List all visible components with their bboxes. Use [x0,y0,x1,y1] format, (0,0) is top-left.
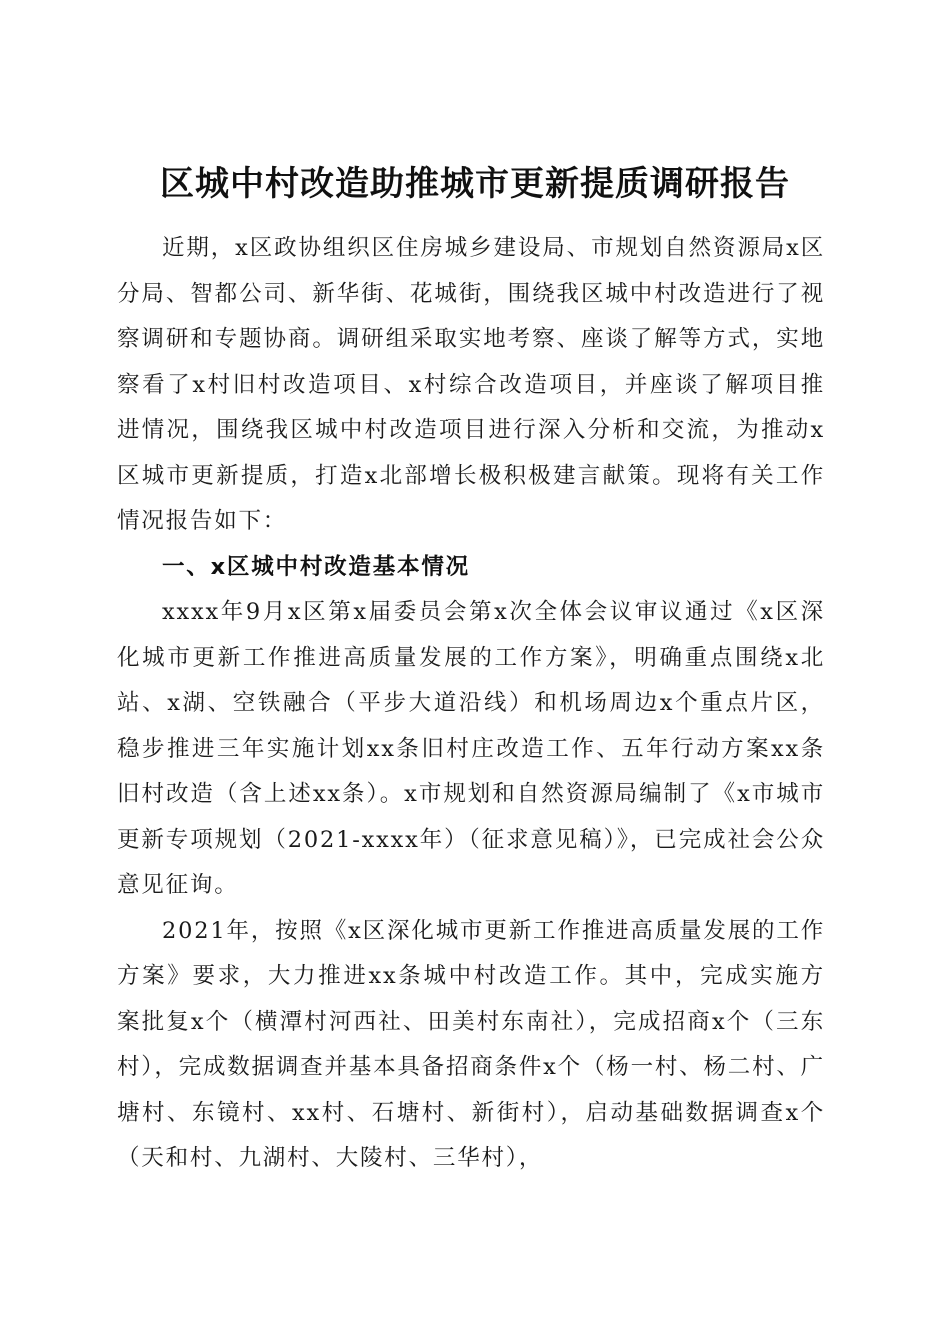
document-body [117,226,825,1182]
document-title: 区城中村改造助推城市更新提质调研报告 [160,163,790,204]
paragraph-intro: 近期，x区政协组织区住房城乡建设局、市规划自然资源局x区分局、智都公司、新华街、花城街，围绕我区城中村改造进行了视察调研和专题协商。调研组采取实地考察、座谈了解等方式，实地察看了x村旧村改造项目、x村综合改造项目，并座谈了解项目推进情况，围绕我区城中村改造项目进行深入分析和交流，为推动x区城市更新提质，打造x北部增长极积极建言献策。现将有关工作情况报告如下： [117,235,825,534]
section-heading-1: 一、x区城中村改造基本情况 [162,553,470,580]
paragraph-basic-situation: xxxx年9月x区第x届委员会第x次全体会议审议通过《x区深化城市更新工作推进高质量发展的工作方案》，明确重点围绕x北站、x湖、空铁融合（平步大道沿线）和机场周边x个重点片区，稳步推进三年实施计划xx条旧村庄改造工作、五年行动方案xx条旧村改造（含上述xx条）。x市规划和自然资源局编制了《x市城市更新专项规划（2021-xxxx年）（征求意见稿）》，已完成社会公众意见征询。 [117,599,825,898]
paragraph-2021-progress: 2021年，按照《x区深化城市更新工作推进高质量发展的工作方案》要求，大力推进xx条城中村改造工作。其中，完成实施方案批复x个（横潭村河西社、田美村东南社），完成招商x个（三东村），完成数据调查并基本具备招商条件x个（杨一村、杨二村、广塘村、东镜村、xx村、石塘村、新街村），启动基础数据调查x个（天和村、九湖村、大陵村、三华村）， [117,917,825,1171]
